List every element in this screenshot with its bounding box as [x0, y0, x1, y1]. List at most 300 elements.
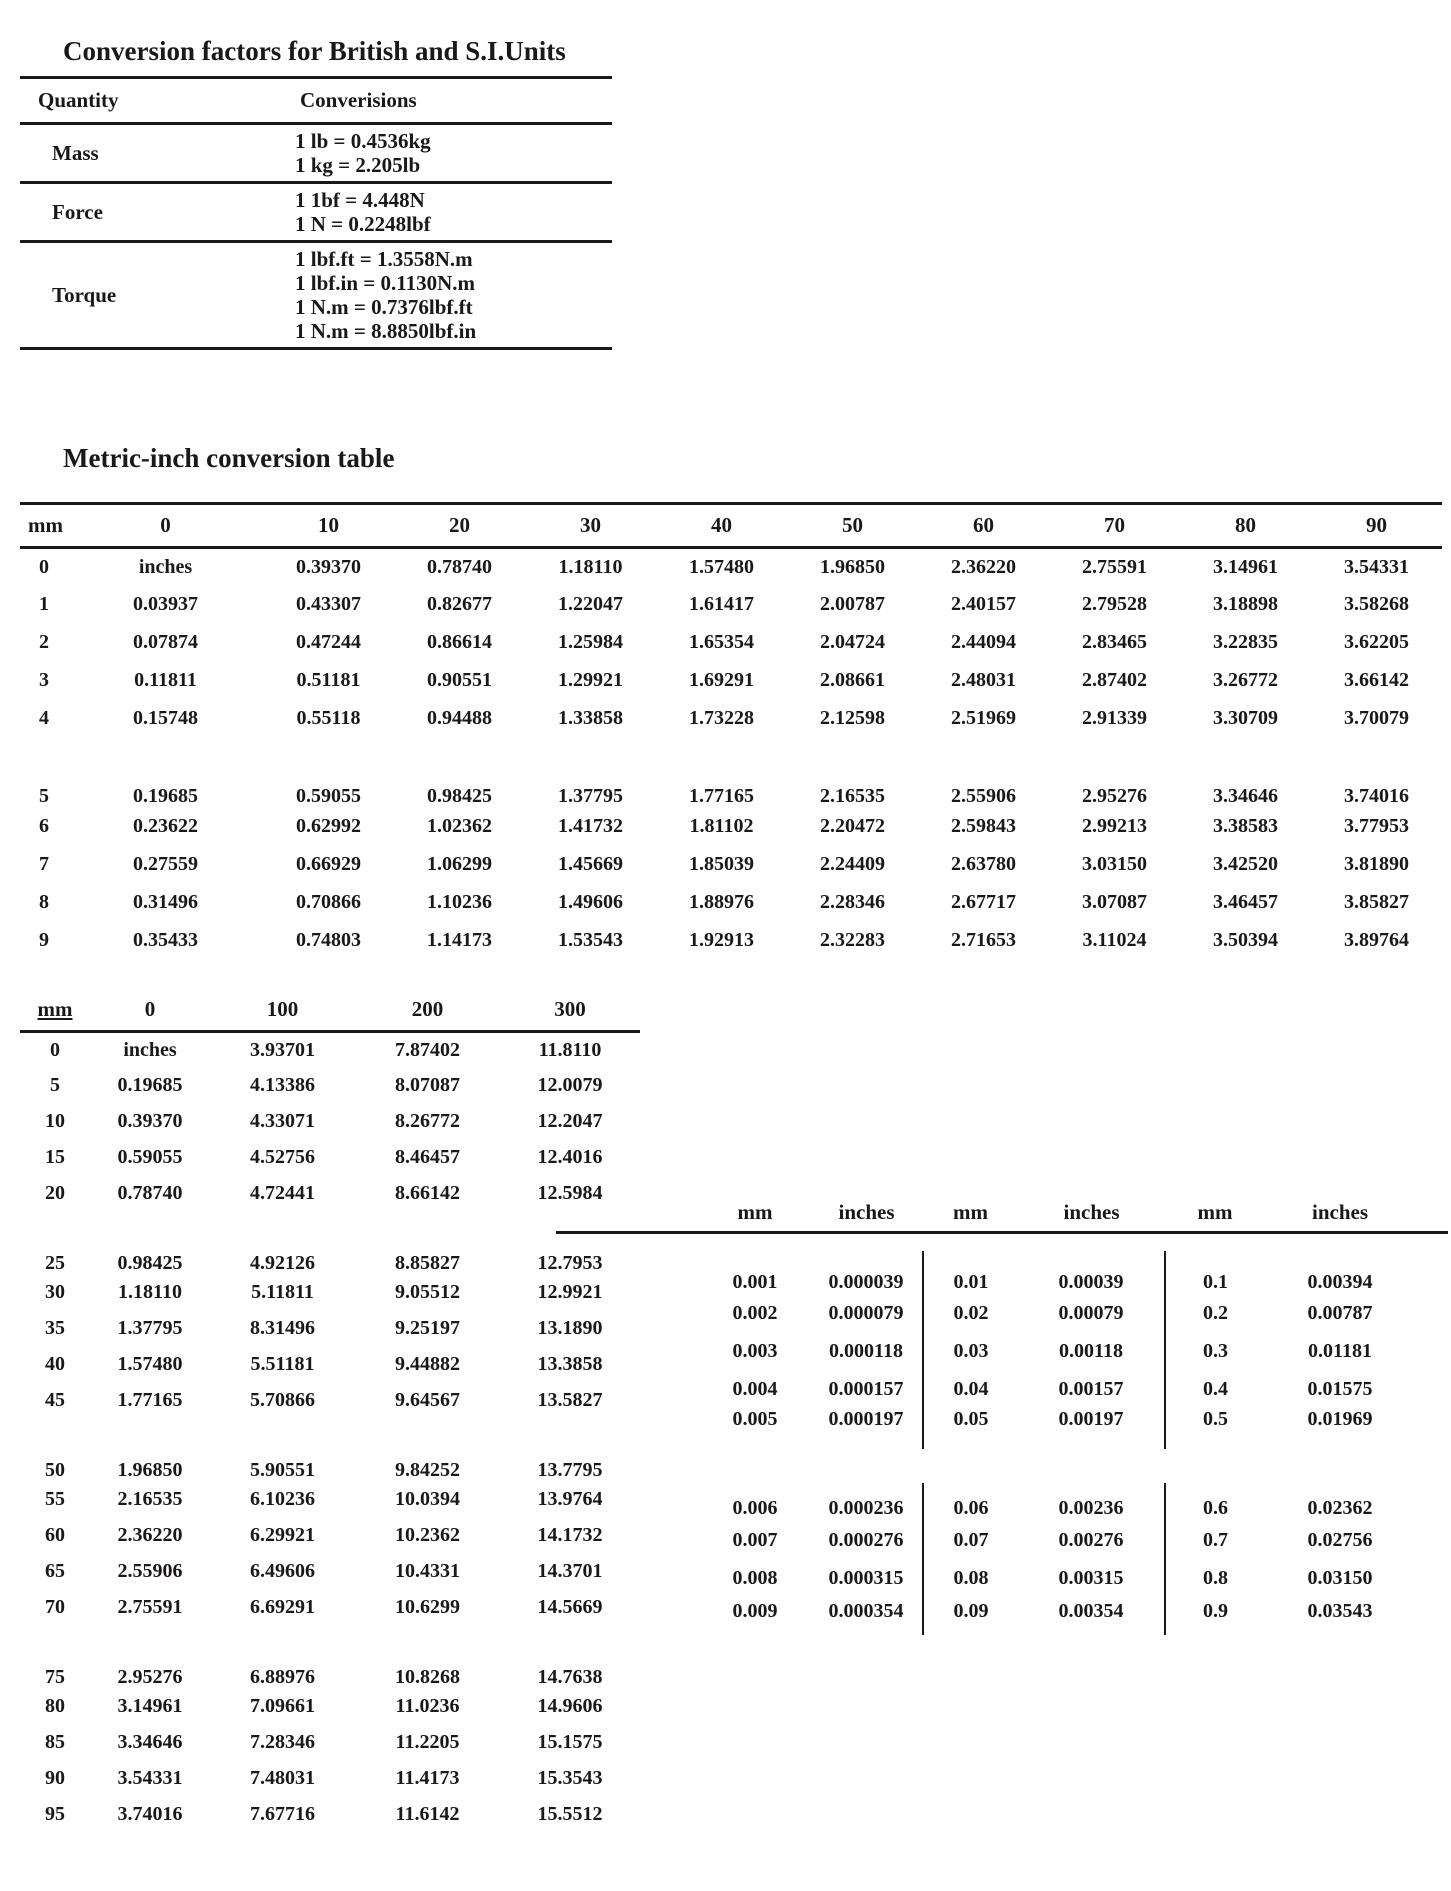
table-cell: 1.73228: [689, 707, 754, 729]
table-row: [20, 242, 612, 349]
table-cell: 0.01181: [1308, 1339, 1372, 1362]
table-cell: 80: [45, 1695, 65, 1717]
table-cell: 2.32283: [820, 929, 885, 951]
table-cell: 0.39370: [117, 1110, 183, 1132]
decimal-table-block-1: [700, 1251, 1415, 1449]
table-cell: 3.74016: [1344, 784, 1409, 807]
table-cell: 35: [45, 1317, 65, 1339]
table-cell: 8.31496: [250, 1317, 315, 1339]
table-cell: 0.05: [923, 1408, 1018, 1449]
conversion-line: 1 N = 0.2248lbf: [295, 212, 431, 236]
table-cell: 1.49606: [558, 891, 623, 913]
table-header-row: [20, 78, 612, 124]
table-cell: 0.000079: [828, 1301, 904, 1324]
table-cell: 65: [45, 1560, 65, 1582]
inches-unit-header: inches: [1311, 1199, 1368, 1224]
table-cell: 11.2205: [395, 1731, 460, 1753]
table-cell: 12.5984: [537, 1182, 603, 1204]
table-cell: 8.85827: [395, 1251, 460, 1274]
table-cell: 2.16535: [117, 1488, 183, 1510]
table-cell: 0.19685: [117, 1074, 183, 1096]
table-cell: 3.46457: [1213, 891, 1278, 913]
table-cell: 13.1890: [537, 1317, 603, 1339]
table-cell: 1.06299: [427, 853, 492, 875]
table-cell: 2.91339: [1082, 707, 1147, 729]
table-row: [20, 1482, 640, 1518]
table-cell: 15.5512: [537, 1803, 603, 1825]
table-cell: 3.81890: [1344, 853, 1409, 875]
table-cell: 0.3: [1165, 1332, 1265, 1370]
table-cell: 6.69291: [250, 1596, 315, 1618]
table-cell: 0.94488: [427, 707, 492, 729]
table-cell: 0.002: [732, 1301, 778, 1324]
table-cell: 0.00039: [1058, 1271, 1124, 1293]
conversion-line: 1 lbf.ft = 1.3558N.m: [295, 247, 473, 271]
table-cell: 10.0394: [395, 1488, 460, 1510]
table-cell: 2.75591: [1082, 555, 1147, 578]
table-cell: 3.42520: [1213, 853, 1278, 875]
quantity-cell: Torque: [20, 242, 275, 349]
table-cell: 5.51181: [250, 1353, 315, 1375]
table-row: [700, 1408, 1415, 1449]
column-header: 300: [500, 995, 640, 1032]
table-cell: 1.69291: [689, 669, 754, 691]
table-cell: 11.4173: [395, 1767, 460, 1789]
table-cell: 1.81102: [689, 815, 754, 837]
table-cell: 75: [45, 1665, 65, 1688]
conversion-line: 1 1bf = 4.448N: [295, 188, 425, 212]
table-cell: 2.00787: [820, 593, 885, 615]
table-row: [20, 1419, 640, 1482]
table-cell: 0.59055: [117, 1146, 183, 1168]
table-row: [700, 1521, 1415, 1559]
table-row: [20, 1212, 640, 1275]
table-cell: 0.55118: [296, 707, 361, 729]
table-cell: 1.25984: [558, 631, 623, 653]
mm-unit-header: mm: [20, 504, 68, 548]
table-cell: 7.28346: [250, 1731, 315, 1753]
row-group: [20, 1212, 640, 1419]
decimal-table-header: [700, 1198, 1415, 1226]
table-cell: 0: [39, 555, 49, 578]
table-cell: 0.01969: [1307, 1408, 1373, 1430]
table-cell: 4: [39, 707, 49, 729]
table-cell: 0.62992: [296, 815, 361, 837]
table-cell: 0.001: [732, 1271, 778, 1293]
table-cell: 9: [39, 929, 49, 951]
table-cell: 1.57480: [117, 1353, 183, 1375]
table-row: [20, 1068, 640, 1104]
table-cell: 3.03150: [1082, 853, 1147, 875]
table-cell: 6: [39, 815, 49, 837]
table-cell: inches: [138, 555, 193, 578]
table-cell: 1.29921: [558, 669, 623, 691]
table-row: [20, 846, 1442, 884]
table-row: [20, 1176, 640, 1212]
table-cell: 0.00787: [1307, 1301, 1373, 1324]
table-cell: 0.9: [1165, 1597, 1265, 1635]
header-rule: [556, 1231, 1448, 1234]
table-cell: 0.35433: [133, 929, 198, 951]
table-cell: 4.33071: [250, 1110, 315, 1132]
table-cell: 1.77165: [689, 784, 754, 807]
table-cell: 0.78740: [117, 1182, 183, 1204]
table-cell: 1.85039: [689, 853, 754, 875]
table-cell: 0.86614: [427, 631, 492, 653]
table-cell: 2.67717: [951, 891, 1016, 913]
table-cell: 0.27559: [133, 853, 198, 875]
table-header-row: [20, 995, 640, 1032]
table-cell: 0.15748: [133, 707, 198, 729]
table-row: [700, 1294, 1415, 1332]
table-cell: 0.02: [923, 1294, 1018, 1332]
metric-inch-title: Metric-inch conversion table: [63, 443, 395, 473]
table-cell: 12.4016: [537, 1146, 603, 1168]
table-cell: 8.26772: [395, 1110, 460, 1132]
table-cell: 1.18110: [118, 1281, 182, 1303]
table-row: [20, 1140, 640, 1176]
table-cell: 2.63780: [951, 853, 1016, 875]
table-row: [20, 1518, 640, 1554]
table-row: [20, 586, 1442, 624]
table-cell: 2.79528: [1082, 593, 1147, 615]
table-row: [700, 1597, 1415, 1635]
mm-unit-header: mm: [1197, 1199, 1233, 1224]
table-cell: 60: [45, 1524, 65, 1546]
table-cell: 2.51969: [951, 707, 1016, 729]
hundreds-table: [20, 995, 640, 1833]
table-cell: 0.000118: [829, 1339, 903, 1362]
table-cell: 2.20472: [820, 815, 885, 837]
table-cell: 11.0236: [395, 1695, 460, 1717]
table-cell: 3.07087: [1082, 891, 1147, 913]
table-cell: 0.007: [732, 1528, 778, 1551]
table-cell: 2.24409: [820, 853, 885, 875]
table-cell: 20: [45, 1182, 65, 1204]
table-cell: 0.000157: [828, 1377, 904, 1400]
table-cell: 0.19685: [133, 784, 198, 807]
table-row: [20, 662, 1442, 700]
table-row: [20, 1761, 640, 1797]
table-cell: 2.71653: [951, 929, 1016, 951]
table-cell: 9.84252: [395, 1458, 460, 1481]
quantity-cell: Mass: [20, 124, 275, 183]
table-cell: 0.000197: [828, 1408, 904, 1430]
column-header: 50: [787, 504, 918, 548]
conversion-line: 1 kg = 2.205lb: [295, 153, 421, 177]
table-cell: 13.9764: [537, 1488, 603, 1510]
table-cell: 3.50394: [1213, 929, 1278, 951]
column-header: 20: [394, 504, 525, 548]
table-cell: 0.70866: [296, 891, 361, 913]
table-cell: 3.85827: [1344, 891, 1409, 913]
table-cell: 0.90551: [427, 669, 492, 691]
table-cell: 0.11811: [134, 669, 197, 691]
table-cell: 5.11811: [251, 1281, 314, 1303]
row-group: [20, 1419, 640, 1626]
table-cell: 1.37795: [558, 784, 623, 807]
table-cell: 3.38583: [1213, 815, 1278, 837]
table-cell: 1.92913: [689, 929, 754, 951]
table-cell: 0.82677: [427, 593, 492, 615]
table-cell: 95: [45, 1803, 65, 1825]
table-cell: 1.96850: [820, 555, 885, 578]
table-cell: 0.006: [732, 1496, 778, 1519]
table-cell: 2.48031: [951, 669, 1016, 691]
table-cell: 15: [45, 1146, 65, 1168]
table-cell: 11.8110: [538, 1038, 602, 1061]
table-cell: 15.3543: [537, 1767, 603, 1789]
conversions-cell: [275, 242, 612, 349]
table-cell: 0.003: [732, 1339, 778, 1362]
table-row: [20, 1275, 640, 1311]
table-cell: 1: [39, 593, 49, 615]
table-cell: 0.00079: [1058, 1301, 1124, 1324]
table-cell: 14.5669: [537, 1596, 603, 1618]
table-cell: 1.61417: [689, 593, 754, 615]
row-group: [700, 1483, 1415, 1635]
table-cell: 0.03543: [1307, 1599, 1373, 1622]
column-header: 30: [525, 504, 656, 548]
table-cell: 0.4: [1165, 1370, 1265, 1408]
table-cell: 4.72441: [250, 1182, 315, 1204]
table-row: [20, 884, 1442, 922]
table-cell: 8.46457: [395, 1146, 460, 1168]
table-row: [700, 1483, 1415, 1521]
table-cell: 1.18110: [558, 555, 623, 578]
table-cell: 90: [45, 1767, 65, 1789]
table-cell: 2.59843: [951, 815, 1016, 837]
table-cell: 0.78740: [427, 555, 492, 578]
table-row: [700, 1251, 1415, 1294]
table-cell: 1.65354: [689, 631, 754, 653]
table-cell: 13.7795: [537, 1458, 603, 1481]
table-cell: 3.77953: [1344, 815, 1409, 837]
column-header: 0: [68, 504, 263, 548]
table-cell: 2.95276: [117, 1665, 183, 1688]
table-cell: 2.36220: [951, 555, 1016, 578]
table-cell: 1.10236: [427, 891, 492, 913]
table-cell: 2.95276: [1082, 784, 1147, 807]
table-cell: 10.2362: [395, 1524, 460, 1546]
table-cell: 0.00315: [1058, 1566, 1124, 1589]
table-cell: 9.64567: [395, 1389, 460, 1411]
table-row: [20, 1383, 640, 1419]
table-cell: 7.48031: [250, 1767, 315, 1789]
table-cell: 3.26772: [1213, 669, 1278, 691]
table-cell: 8.66142: [395, 1182, 460, 1204]
table-row: [20, 922, 1442, 960]
table-cell: 0.09: [923, 1597, 1018, 1635]
inches-unit-header: inches: [1063, 1199, 1120, 1224]
table-row: [20, 624, 1442, 662]
table-cell: 0.31496: [133, 891, 198, 913]
table-cell: 6.88976: [250, 1665, 315, 1688]
table-cell: 0.1: [1165, 1251, 1265, 1294]
conversions-cell: [275, 124, 612, 183]
table-cell: 3.14961: [1213, 555, 1278, 578]
table-cell: 5: [50, 1074, 60, 1096]
mm-unit-header: mm: [953, 1199, 988, 1224]
table-cell: 3.30709: [1213, 707, 1278, 729]
table-cell: 5: [39, 784, 49, 807]
table-cell: 4.92126: [250, 1251, 315, 1274]
table-cell: 15.1575: [537, 1731, 603, 1753]
table-cell: 1.77165: [117, 1389, 183, 1411]
table-cell: 0.000276: [828, 1528, 904, 1551]
conversion-line: 1 lbf.in = 0.1130N.m: [295, 271, 475, 295]
table-cell: 2.16535: [820, 784, 885, 807]
table-cell: 0.03150: [1307, 1566, 1373, 1589]
row-group: [20, 548, 1442, 738]
table-cell: 2.99213: [1082, 815, 1147, 837]
table-cell: 2.36220: [117, 1524, 183, 1546]
table-cell: 0.47244: [296, 631, 361, 653]
table-cell: 3.70079: [1344, 707, 1409, 729]
table-cell: 8.07087: [395, 1074, 460, 1096]
table-cell: 7.87402: [395, 1038, 460, 1061]
table-cell: 0.03937: [133, 593, 198, 615]
table-cell: 3.34646: [1213, 784, 1278, 807]
table-cell: 0.7: [1165, 1521, 1265, 1559]
table-cell: 0.00118: [1059, 1339, 1123, 1362]
quantity-cell: Force: [20, 183, 275, 242]
table-cell: 8: [39, 891, 49, 913]
table-cell: 0.00236: [1058, 1496, 1124, 1519]
conversion-line: 1 N.m = 0.7376lbf.ft: [295, 295, 473, 319]
table-cell: 1.96850: [117, 1458, 183, 1481]
table-cell: 1.41732: [558, 815, 623, 837]
conversions-cell: [275, 183, 612, 242]
table-cell: 3.54331: [1344, 555, 1409, 578]
table-row: [20, 1311, 640, 1347]
table-cell: 12.0079: [537, 1074, 603, 1096]
table-cell: 10.4331: [395, 1560, 460, 1582]
table-cell: 3.11024: [1082, 929, 1147, 951]
table-row: [20, 1797, 640, 1833]
table-cell: 0.00394: [1307, 1271, 1373, 1293]
table-cell: 0.00276: [1058, 1528, 1124, 1551]
column-header: 40: [656, 504, 787, 548]
table-cell: inches: [123, 1038, 177, 1061]
table-cell: 12.2047: [537, 1110, 603, 1132]
table-cell: 1.02362: [427, 815, 492, 837]
table-cell: 2.83465: [1082, 631, 1147, 653]
table-cell: 5.70866: [250, 1389, 315, 1411]
table-cell: 12.7953: [537, 1251, 603, 1274]
table-row: [20, 808, 1442, 846]
table-cell: 40: [45, 1353, 65, 1375]
table-cell: 14.3701: [537, 1560, 603, 1582]
table-row: [20, 1554, 640, 1590]
table-cell: 3.58268: [1344, 593, 1409, 615]
table-cell: 2.04724: [820, 631, 885, 653]
table-row: [20, 700, 1442, 738]
table-cell: 0.00354: [1058, 1599, 1124, 1622]
conversion-factors-title: Conversion factors for British and S.I.Units: [63, 36, 566, 66]
table-cell: 12.9921: [537, 1281, 603, 1303]
table-cell: 2: [39, 631, 49, 653]
conversion-factors-table: [20, 76, 612, 350]
row-group: [20, 1032, 640, 1212]
table-cell: 1.57480: [689, 555, 754, 578]
table-cell: 0.00157: [1058, 1377, 1124, 1400]
table-row: [20, 548, 1442, 586]
table-cell: 2.08661: [820, 669, 885, 691]
row-group: [20, 1626, 640, 1833]
table-row: [700, 1332, 1415, 1370]
table-cell: 0: [50, 1038, 60, 1061]
table-row: [20, 1104, 640, 1140]
table-cell: 13.5827: [537, 1389, 603, 1411]
table-cell: 3.22835: [1213, 631, 1278, 653]
table-cell: 0.000236: [828, 1496, 904, 1519]
conversions-column-header: Converisions: [275, 78, 612, 124]
table-cell: 50: [45, 1458, 65, 1481]
table-cell: 2.28346: [820, 891, 885, 913]
table-cell: 14.9606: [537, 1695, 603, 1717]
table-row: [20, 1590, 640, 1626]
table-row: [20, 1626, 640, 1689]
column-header: 100: [210, 995, 355, 1032]
table-cell: 1.14173: [427, 929, 492, 951]
column-header: 10: [263, 504, 394, 548]
table-cell: 0.39370: [296, 555, 361, 578]
table-cell: 0.51181: [296, 669, 361, 691]
table-row: [20, 738, 1442, 808]
table-header-row: [700, 1198, 1415, 1226]
table-cell: 0.2: [1165, 1294, 1265, 1332]
table-cell: 0.07874: [133, 631, 198, 653]
table-cell: 2.75591: [117, 1596, 183, 1618]
table-cell: 0.23622: [133, 815, 198, 837]
table-cell: 10.6299: [395, 1596, 460, 1618]
table-cell: 2.55906: [951, 784, 1016, 807]
table-row: [700, 1559, 1415, 1597]
table-cell: 4.52756: [250, 1146, 315, 1168]
mm-unit-header: [20, 995, 90, 1032]
mm-unit-header: mm: [737, 1199, 773, 1224]
table-cell: 0.000354: [828, 1599, 904, 1622]
table-cell: 0.009: [732, 1599, 778, 1622]
table-row: [700, 1370, 1415, 1408]
column-header: 70: [1049, 504, 1180, 548]
table-cell: 2.87402: [1082, 669, 1147, 691]
table-cell: 14.1732: [537, 1524, 603, 1546]
table-cell: 10.8268: [395, 1665, 460, 1688]
table-cell: 13.3858: [537, 1353, 603, 1375]
table-cell: 70: [45, 1596, 65, 1618]
table-cell: 9.25197: [395, 1317, 460, 1339]
table-cell: 6.49606: [250, 1560, 315, 1582]
column-header: 60: [918, 504, 1049, 548]
table-cell: 85: [45, 1731, 65, 1753]
table-cell: 0.74803: [296, 929, 361, 951]
table-cell: 3.66142: [1344, 669, 1409, 691]
table-cell: 25: [45, 1251, 65, 1274]
table-cell: 0.004: [732, 1377, 778, 1400]
table-cell: 1.45669: [558, 853, 623, 875]
row-group: [700, 1251, 1415, 1449]
table-cell: 0.98425: [427, 784, 492, 807]
table-cell: 3.74016: [117, 1803, 183, 1825]
table-cell: 0.08: [923, 1559, 1018, 1597]
conversion-factors-section: [20, 36, 612, 350]
table-cell: 0.98425: [117, 1251, 183, 1274]
table-cell: 3.18898: [1213, 593, 1278, 615]
table-cell: 30: [45, 1281, 65, 1303]
column-header: 80: [1180, 504, 1311, 548]
